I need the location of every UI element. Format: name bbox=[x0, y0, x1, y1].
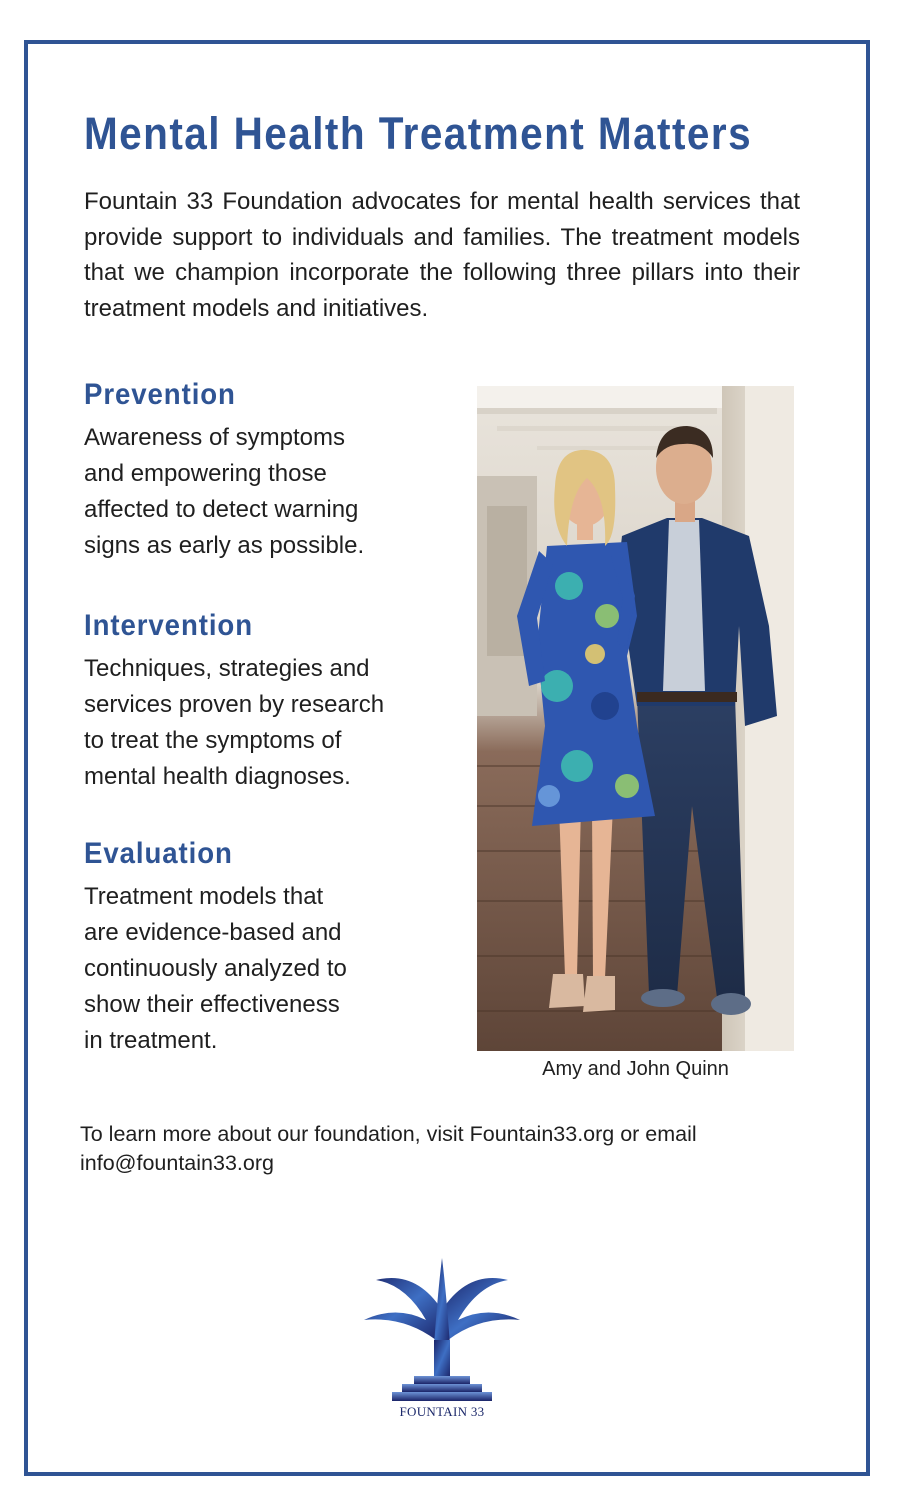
pillar-text-prevention bbox=[84, 420, 364, 564]
couple-photo-illustration bbox=[477, 386, 794, 1051]
contact-line-email: info@fountain33.org bbox=[80, 1151, 274, 1175]
pillar-text-evaluation bbox=[84, 879, 347, 1059]
pillar-line: Treatment models that bbox=[84, 883, 324, 910]
pillar-line: signs as early as possible. bbox=[84, 532, 365, 559]
pillar-line: show their effectiveness bbox=[84, 991, 340, 1018]
logo-wordmark: FOUNTAIN 33 bbox=[399, 1404, 485, 1419]
pillar-line: are evidence-based and bbox=[84, 919, 342, 946]
contact-info bbox=[80, 1120, 810, 1178]
pillar-text-intervention bbox=[84, 651, 384, 795]
contact-line-website: To learn more about our foundation, visit Fountain33.org or email bbox=[80, 1122, 697, 1146]
pillar-line: services proven by research bbox=[84, 691, 385, 718]
intro-paragraph: Fountain 33 Foundation advocates for mental health services that provide support to individuals and families. The treatment models that we champion incorporate the following three pillars into their treatment models and initiatives. bbox=[84, 188, 800, 322]
pillar-line: in treatment. bbox=[84, 1027, 218, 1054]
couple-photo bbox=[477, 386, 794, 1051]
page-title: Mental Health Treatment Matters bbox=[84, 108, 753, 159]
pillar-line: to treat the symptoms of bbox=[84, 727, 342, 754]
pillar-line: Techniques, strategies and bbox=[84, 655, 370, 682]
pillar-line: affected to detect warning bbox=[84, 496, 359, 523]
pillar-line: and empowering those bbox=[84, 460, 327, 487]
pillar-heading-evaluation: Evaluation bbox=[84, 837, 233, 870]
pillar-heading-prevention: Prevention bbox=[84, 378, 236, 411]
photo-caption: Amy and John Quinn bbox=[542, 1058, 729, 1080]
pillar-line: Awareness of symptoms bbox=[84, 424, 345, 451]
pillar-heading-intervention: Intervention bbox=[84, 609, 253, 642]
pillar-line: continuously analyzed to bbox=[84, 955, 347, 982]
fountain-33-logo bbox=[356, 1250, 528, 1425]
pillar-line: mental health diagnoses. bbox=[84, 763, 351, 790]
